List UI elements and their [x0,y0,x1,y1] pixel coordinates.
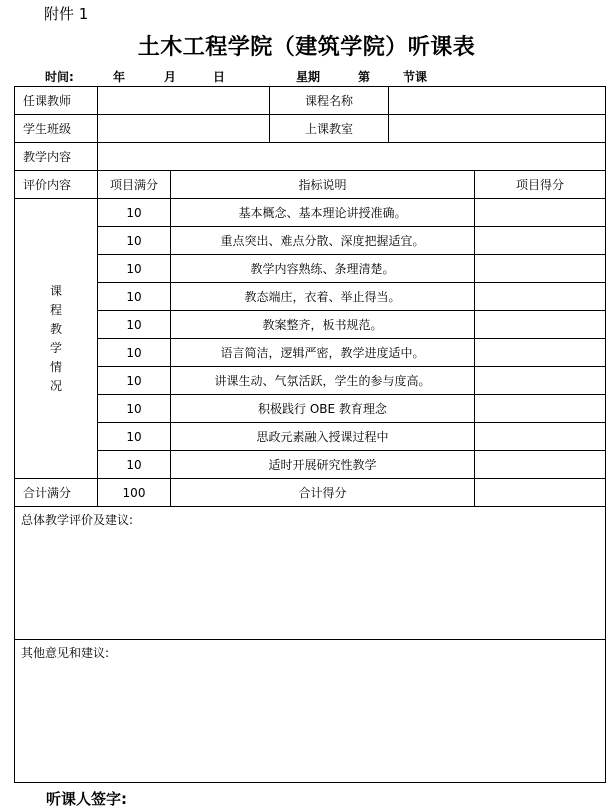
teacher-label: 任课教师 [15,87,98,115]
full-score: 10 [98,199,171,227]
year-label: 年 [113,70,126,84]
section-char: 学 [49,340,62,355]
other-row [15,640,606,783]
eval-row [15,255,606,283]
full-score: 10 [98,255,171,283]
content-row [15,143,606,171]
section-char: 程 [49,302,62,317]
eval-row [15,283,606,311]
eval-row [15,395,606,423]
class-field[interactable] [98,115,270,143]
score-field[interactable] [475,227,606,255]
day-label: 日 [213,70,226,84]
overall-row [15,507,606,640]
section-label [15,199,98,479]
full-score: 10 [98,451,171,479]
weekday-label: 星期 [296,70,321,84]
indicator-desc: 教态端庄，衣着、举止得当。 [171,283,475,311]
col-score-header: 项目得分 [475,171,606,199]
score-field[interactable] [475,395,606,423]
section-char: 课 [49,283,62,298]
indicator-desc: 讲课生动、气氛活跃，学生的参与度高。 [171,367,475,395]
col-content-header: 评价内容 [15,171,98,199]
col-desc-header: 指标说明 [171,171,475,199]
score-field[interactable] [475,339,606,367]
room-label: 上课教室 [270,115,389,143]
total-score-field[interactable] [475,479,606,507]
section-char: 教 [49,321,62,336]
full-score: 10 [98,227,171,255]
score-field[interactable] [475,423,606,451]
eval-row [15,423,606,451]
indicator-desc: 积极践行 OBE 教育理念 [171,395,475,423]
score-field[interactable] [475,255,606,283]
signature-label: 听课人签字: [46,790,127,808]
indicator-desc: 教案整齐，板书规范。 [171,311,475,339]
indicator-desc: 教学内容熟练、条理清楚。 [171,255,475,283]
attachment-label: 附件 1 [44,5,89,23]
other-label: 其他意见和建议: [21,646,110,660]
full-score: 10 [98,283,171,311]
eval-row [15,227,606,255]
eval-row [15,311,606,339]
eval-row [15,339,606,367]
full-score: 10 [98,423,171,451]
score-field[interactable] [475,283,606,311]
total-row [15,479,606,507]
indicator-desc: 语言简洁，逻辑严密，教学进度适中。 [171,339,475,367]
indicator-desc: 适时开展研究性教学 [171,451,475,479]
col-full-header: 项目满分 [98,171,171,199]
score-field[interactable] [475,311,606,339]
other-comment-field[interactable] [15,640,606,783]
room-field[interactable] [389,115,606,143]
score-field[interactable] [475,451,606,479]
full-score: 10 [98,311,171,339]
total-label: 合计满分 [15,479,98,507]
score-field[interactable] [475,199,606,227]
evaluation-form [14,86,606,783]
eval-row [15,199,606,227]
total-score-label: 合计得分 [171,479,475,507]
section-char: 情 [49,359,62,374]
page-title: 土木工程学院（建筑学院）听课表 [137,34,476,60]
content-label: 教学内容 [15,143,98,171]
section-char: 况 [49,378,62,393]
eval-row [15,451,606,479]
full-score: 10 [98,339,171,367]
month-label: 月 [164,70,177,84]
period-no-label: 第 [358,70,371,84]
class-row [15,115,606,143]
indicator-desc: 思政元素融入授课过程中 [171,423,475,451]
overall-comment-field[interactable] [15,507,606,640]
teacher-field[interactable] [98,87,270,115]
period-label: 节课 [403,70,428,84]
full-score: 10 [98,395,171,423]
class-label: 学生班级 [15,115,98,143]
full-score: 10 [98,367,171,395]
eval-header-row [15,171,606,199]
indicator-desc: 基本概念、基本理论讲授准确。 [171,199,475,227]
course-field[interactable] [389,87,606,115]
course-label: 课程名称 [270,87,389,115]
indicator-desc: 重点突出、难点分散、深度把握适宜。 [171,227,475,255]
eval-row [15,367,606,395]
score-field[interactable] [475,367,606,395]
total-value: 100 [98,479,171,507]
content-field[interactable] [98,143,606,171]
overall-label: 总体教学评价及建议: [21,513,134,527]
teacher-row [15,87,606,115]
time-label: 时间: [45,70,74,84]
